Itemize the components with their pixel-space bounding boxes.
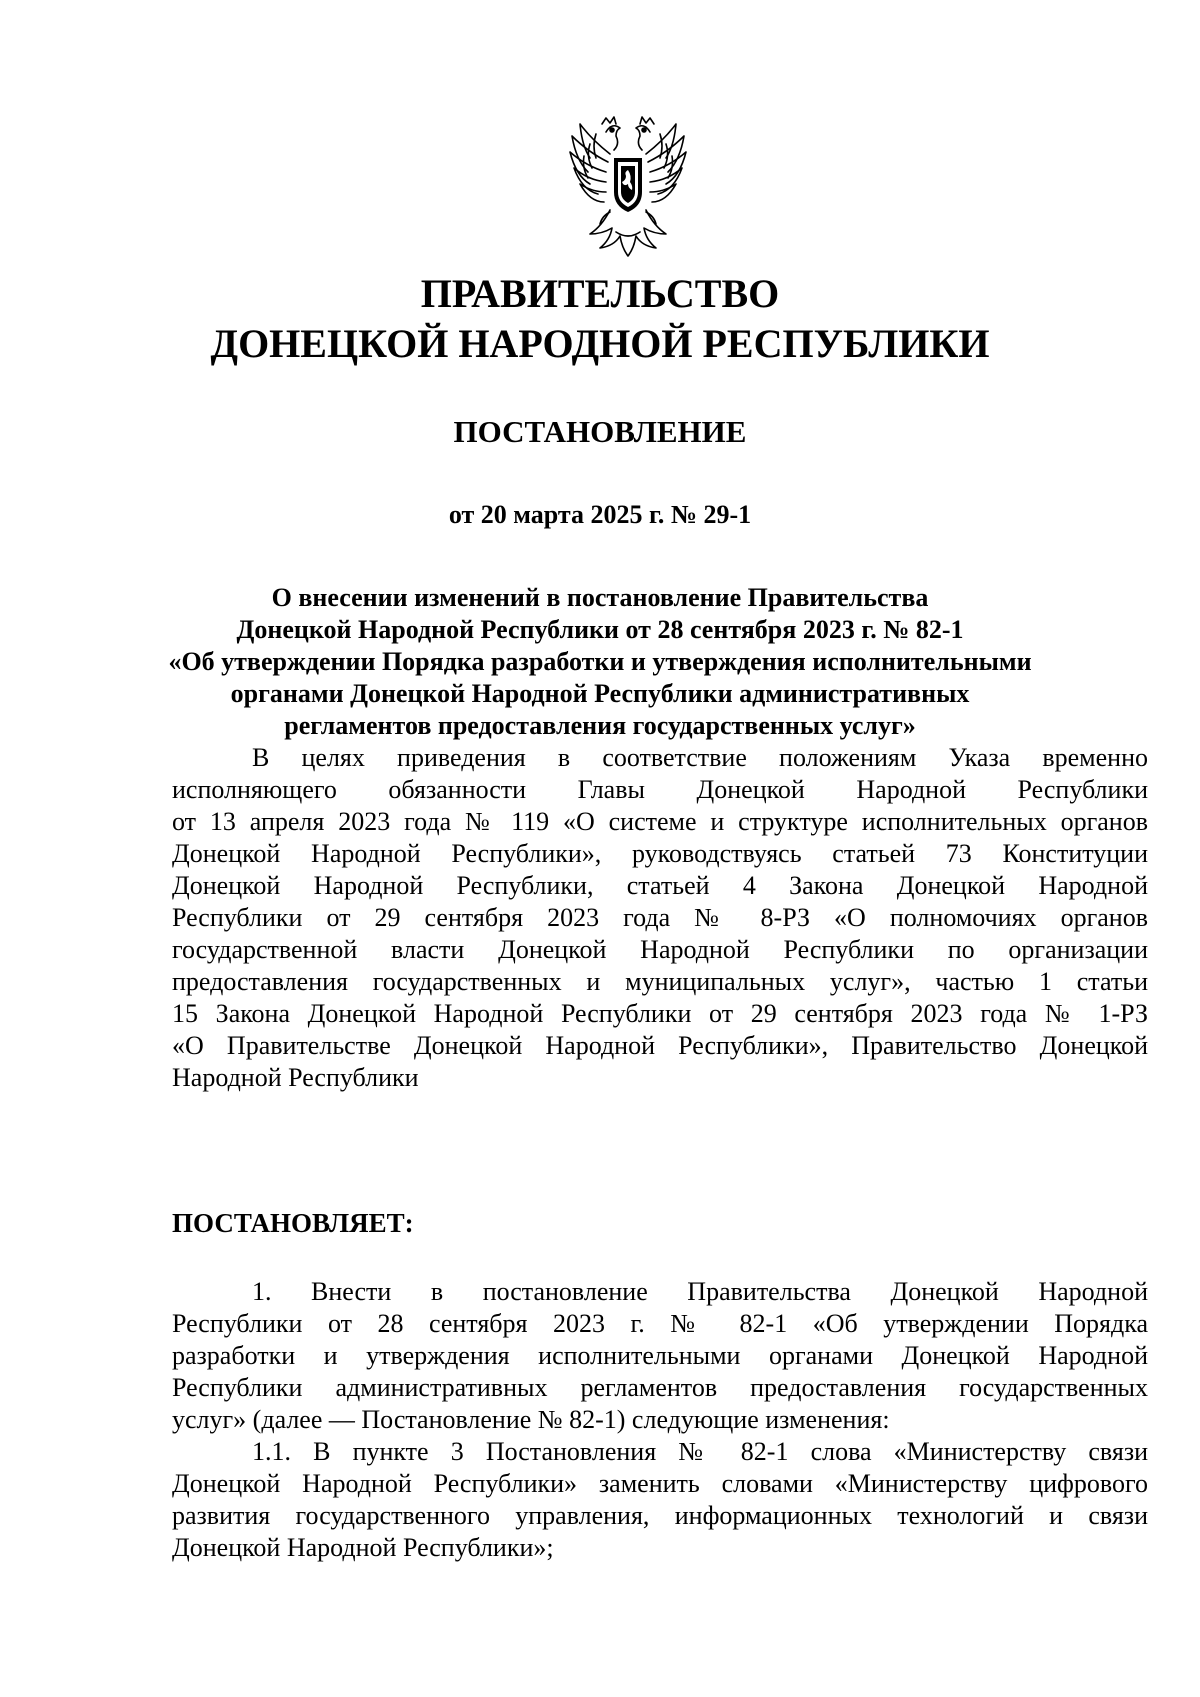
item-1-line: 1. Внести в постановление Правительства Донецкой Народной	[252, 1277, 1148, 1306]
item-1-1-line: Донецкой Народной Республики» заменить словами «Министерству цифрового	[172, 1469, 1148, 1498]
preamble-line: исполняющего обязанности Главы Донецкой Народной Республики	[172, 775, 1148, 804]
item-1-1-paragraph	[172, 1436, 1148, 1564]
subject-line: О внесении изменений в постановление Правительства	[271, 583, 929, 612]
subject-line: Донецкой Народной Республики от 28 сентября 2023 г. № 82-1	[236, 615, 964, 644]
item-1-paragraph	[172, 1276, 1148, 1436]
government-title-line2: ДОНЕЦКОЙ НАРОДНОЙ РЕСПУБЛИКИ	[210, 321, 990, 366]
preamble-line: Республики от 29 сентября 2023 года № 8-РЗ «О полномочиях органов	[172, 903, 1148, 932]
preamble-line: от 13 апреля 2023 года № 119 «О системе и структуре исполнительных органов	[172, 807, 1148, 836]
document-date-number: от 20 марта 2025 г. № 29-1	[448, 500, 752, 529]
subject-line: «Об утверждении Порядка разработки и утверждения исполнительными	[168, 647, 1032, 676]
subject-line: органами Донецкой Народной Республики административных	[230, 679, 970, 708]
document-type-heading: ПОСТАНОВЛЕНИЕ	[453, 414, 747, 449]
item-1-line: Республики от 28 сентября 2023 г. № 82-1 «Об утверждении Порядка	[172, 1309, 1148, 1338]
item-1-line: разработки и утверждения исполнительными органами Донецкой Народной	[172, 1341, 1148, 1370]
coat-of-arms-emblem	[566, 114, 690, 264]
item-1-1-line: 1.1. В пункте 3 Постановления № 82-1 слова «Министерству связи	[252, 1437, 1148, 1466]
item-1-line: услуг» (далее — Постановление № 82-1) следующие изменения:	[172, 1405, 890, 1434]
preamble-line: В целях приведения в соответствие положениям Указа временно	[252, 743, 1148, 772]
government-title-line1: ПРАВИТЕЛЬСТВО	[420, 271, 780, 316]
decree-word: ПОСТАНОВЛЯЕТ:	[172, 1208, 414, 1238]
subject-line: регламентов предоставления государственных услуг»	[284, 711, 916, 740]
preamble-paragraph	[172, 742, 1148, 1094]
item-1-1-line: развития государственного управления, информационных технологий и связи	[172, 1501, 1148, 1530]
preamble-line: предоставления государственных и муниципальных услуг», частью 1 статьи	[172, 967, 1148, 996]
preamble-line: государственной власти Донецкой Народной Республики по организации	[172, 935, 1148, 964]
preamble-line: Народной Республики	[172, 1063, 419, 1092]
item-1-line: Республики административных регламентов предоставления государственных	[172, 1373, 1148, 1402]
document-subject	[160, 582, 1040, 742]
preamble-line: 15 Закона Донецкой Народной Республики от 29 сентября 2023 года № 1-РЗ	[172, 999, 1148, 1028]
preamble-line: «О Правительстве Донецкой Народной Республики», Правительство Донецкой	[172, 1031, 1148, 1060]
item-1-1-line: Донецкой Народной Республики»;	[172, 1533, 554, 1562]
preamble-line: Донецкой Народной Республики», руководствуясь статьей 73 Конституции	[172, 839, 1148, 868]
preamble-line: Донецкой Народной Республики, статьей 4 Закона Донецкой Народной	[172, 871, 1148, 900]
